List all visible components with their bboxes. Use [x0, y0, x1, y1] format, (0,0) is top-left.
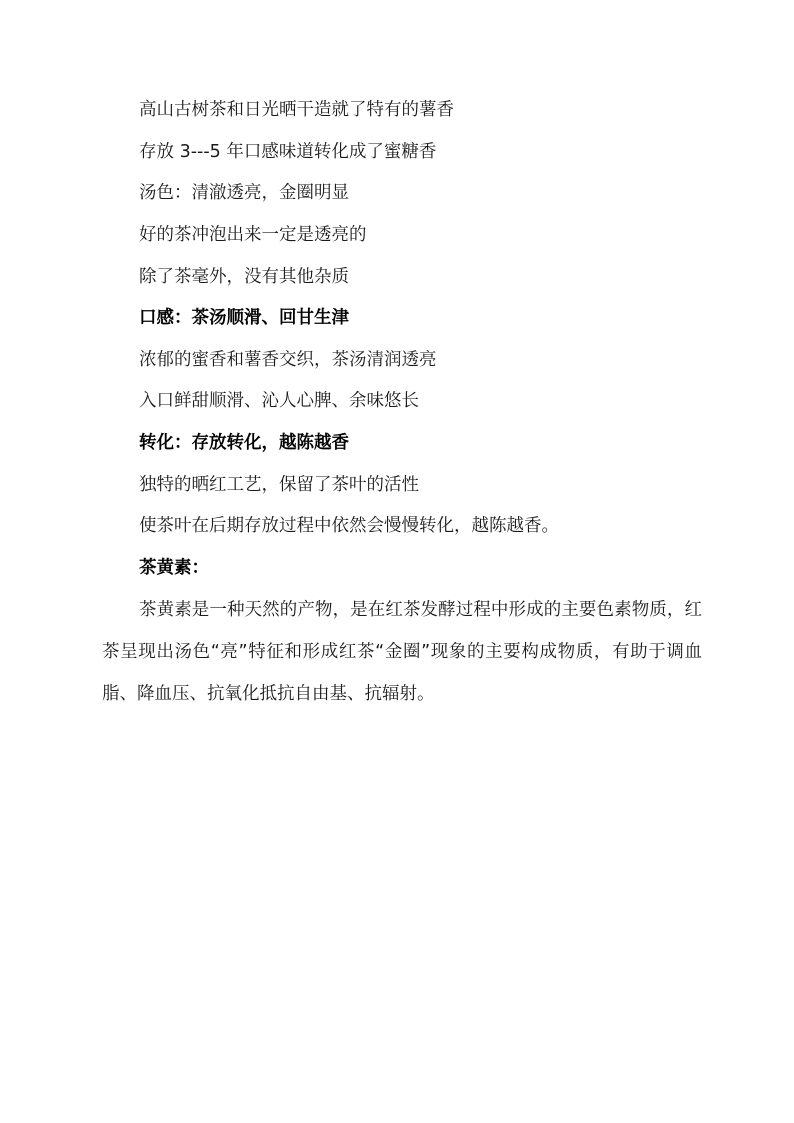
heading-taste: 口感：茶汤顺滑、回甘生津: [139, 308, 349, 328]
text-line-taste-2: 入口鲜甜顺滑、沁人心脾、余味悠长: [139, 391, 419, 411]
text-line-impurities: 除了茶毫外，没有其他杂质: [139, 267, 349, 287]
text-line-transform-1: 独特的晒红工艺，保留了茶叶的活性: [139, 475, 419, 495]
text-line-taste-1: 浓郁的蜜香和薯香交织，茶汤清润透亮: [139, 350, 437, 370]
text-line-storage: 存放 3---5 年口感味道转化成了蜜糖香: [139, 142, 437, 162]
text-line-aroma: 高山古树茶和日光晒干造就了特有的薯香: [139, 100, 454, 120]
text-line-clarity: 好的茶冲泡出来一定是透亮的: [139, 225, 367, 245]
heading-theaflavin: 茶黄素：: [139, 558, 209, 578]
text-line-transform-2: 使茶叶在后期存放过程中依然会慢慢转化，越陈越香。: [139, 516, 559, 536]
text-line-soup-color: 汤色：清澈透亮，金圈明显: [139, 183, 349, 203]
theaflavin-paragraph: 茶黄素是一种天然的产物，是在红茶发酵过程中形成的主要色素物质，红茶呈现出汤色“亮”特征和形成红茶“金圈”现象的主要构成物质，有助于调血脂、降血压、抗氧化抵抗自由基、抗辐射。: [102, 600, 702, 704]
heading-transform: 转化：存放转化，越陈越香: [139, 433, 349, 453]
